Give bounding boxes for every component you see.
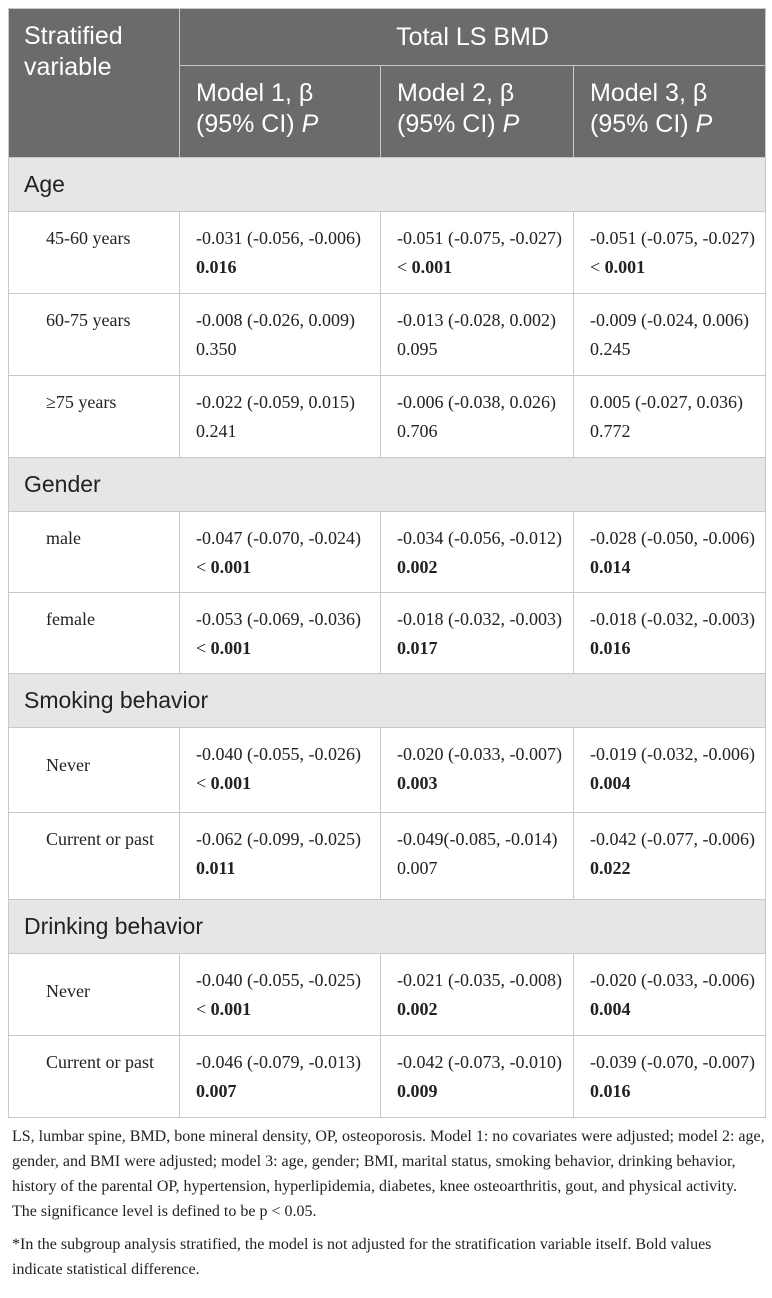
p-value: 0.016 <box>590 638 631 658</box>
table-row <box>9 512 766 593</box>
table-cell: -0.022 (-0.059, 0.015) 0.241 <box>180 376 381 458</box>
row-label: 45-60 years <box>9 212 180 294</box>
table-row <box>9 1036 766 1118</box>
group-heading: Gender <box>9 458 766 512</box>
group-heading: Age <box>9 158 766 212</box>
table-container <box>8 8 765 1282</box>
table-cell: -0.009 (-0.024, 0.006) 0.245 <box>574 294 766 376</box>
p-value: 0.001 <box>411 257 453 277</box>
table-cell: -0.040 (-0.055, -0.026) < 0.001 <box>180 728 381 813</box>
results-table <box>8 8 766 1118</box>
table-cell: -0.062 (-0.099, -0.025) 0.011 <box>180 813 381 900</box>
table-cell: -0.028 (-0.050, -0.006) 0.014 <box>574 512 766 593</box>
model-label: Model 2, β (95% CI) <box>397 79 515 138</box>
model-1-header <box>180 66 381 158</box>
row-label: Current or past <box>9 813 180 900</box>
stratified-variable-header: Stratified variable <box>9 9 180 158</box>
table-row <box>9 376 766 458</box>
table-cell: -0.018 (-0.032, -0.003) 0.017 <box>381 593 574 674</box>
p-value: 0.001 <box>604 257 646 277</box>
p-value: 0.241 <box>196 421 237 441</box>
table-row <box>9 593 766 674</box>
p-value: 0.009 <box>397 1081 438 1101</box>
table-cell: -0.042 (-0.073, -0.010) 0.009 <box>381 1036 574 1118</box>
footnote-subgroup: *In the subgroup analysis stratified, the model is not adjusted for the stratification variable itself. Bold values indicate statistical difference. <box>12 1236 712 1278</box>
p-label: P <box>301 110 319 138</box>
table-row <box>9 813 766 900</box>
p-value: 0.003 <box>397 773 438 793</box>
p-value: 0.016 <box>196 257 237 277</box>
table-cell: 0.005 (-0.027, 0.036) 0.772 <box>574 376 766 458</box>
table-cell: -0.034 (-0.056, -0.012) 0.002 <box>381 512 574 593</box>
p-value: 0.017 <box>397 638 438 658</box>
model-label: Model 3, β (95% CI) <box>590 79 708 138</box>
row-label: 60-75 years <box>9 294 180 376</box>
model-2-header <box>381 66 574 158</box>
p-value: 0.002 <box>397 999 438 1019</box>
p-value: 0.011 <box>196 858 236 878</box>
table-cell: -0.008 (-0.026, 0.009) 0.350 <box>180 294 381 376</box>
p-label: P <box>502 110 520 138</box>
table-cell: -0.046 (-0.079, -0.013) 0.007 <box>180 1036 381 1118</box>
p-value: 0.007 <box>397 858 438 878</box>
table-cell: -0.040 (-0.055, -0.025) < 0.001 <box>180 954 381 1036</box>
p-value: 0.007 <box>196 1081 237 1101</box>
model-3-header <box>574 66 766 158</box>
table-cell: -0.051 (-0.075, -0.027) < 0.001 <box>381 212 574 294</box>
table-cell: -0.031 (-0.056, -0.006) 0.016 <box>180 212 381 294</box>
table-row <box>9 728 766 813</box>
row-label: Never <box>9 728 180 813</box>
table-row <box>9 294 766 376</box>
p-value: 0.001 <box>210 557 252 577</box>
footnote-abbreviations: LS, lumbar spine, BMD, bone mineral density, OP, osteoporosis. Model 1: no covariates were adjusted; model 2: age, gender, and BMI were adjusted; model 3: age, gender; BMI, marital status, smoking behavior, drinking behavior, history of the parental OP, hypertension, hyperlipidemia, diabetes, knee osteoarthritis, gout, and physical activity. The significance level is defined to be p < 0.05. <box>12 1128 765 1220</box>
p-value: 0.095 <box>397 339 438 359</box>
table-row <box>9 954 766 1036</box>
p-value: 0.706 <box>397 421 438 441</box>
table-cell: -0.039 (-0.070, -0.007) 0.016 <box>574 1036 766 1118</box>
model-label: Model 1, β (95% CI) <box>196 79 314 138</box>
group-heading: Smoking behavior <box>9 674 766 728</box>
p-value: 0.001 <box>210 773 252 793</box>
table-cell: -0.013 (-0.028, 0.002) 0.095 <box>381 294 574 376</box>
table-cell: -0.018 (-0.032, -0.003) 0.016 <box>574 593 766 674</box>
p-value: 0.014 <box>590 557 631 577</box>
table-cell: -0.006 (-0.038, 0.026) 0.706 <box>381 376 574 458</box>
p-value: 0.002 <box>397 557 438 577</box>
p-value: 0.004 <box>590 773 631 793</box>
table-cell: -0.047 (-0.070, -0.024) < 0.001 <box>180 512 381 593</box>
row-label: male <box>9 512 180 593</box>
group-heading: Drinking behavior <box>9 900 766 954</box>
p-value: 0.001 <box>210 638 252 658</box>
table-cell: -0.051 (-0.075, -0.027) < 0.001 <box>574 212 766 294</box>
table-cell: -0.049(-0.085, -0.014) 0.007 <box>381 813 574 900</box>
p-value: 0.016 <box>590 1081 631 1101</box>
p-value: 0.772 <box>590 421 631 441</box>
table-cell: -0.053 (-0.069, -0.036) < 0.001 <box>180 593 381 674</box>
table-cell: -0.020 (-0.033, -0.007) 0.003 <box>381 728 574 813</box>
row-label: Current or past <box>9 1036 180 1118</box>
table-cell: -0.020 (-0.033, -0.006) 0.004 <box>574 954 766 1036</box>
table-body <box>9 158 766 1118</box>
p-value: 0.001 <box>210 999 252 1019</box>
row-label: Never <box>9 954 180 1036</box>
table-row <box>9 212 766 294</box>
row-label: ≥75 years <box>9 376 180 458</box>
p-label: P <box>695 110 713 138</box>
table-cell: -0.042 (-0.077, -0.006) 0.022 <box>574 813 766 900</box>
row-label: female <box>9 593 180 674</box>
p-value: 0.004 <box>590 999 631 1019</box>
table-footnotes <box>8 1124 765 1282</box>
p-value: 0.245 <box>590 339 631 359</box>
table-cell: -0.021 (-0.035, -0.008) 0.002 <box>381 954 574 1036</box>
p-value: 0.022 <box>590 858 631 878</box>
table-cell: -0.019 (-0.032, -0.006) 0.004 <box>574 728 766 813</box>
p-value: 0.350 <box>196 339 237 359</box>
total-ls-bmd-header: Total LS BMD <box>180 9 766 66</box>
